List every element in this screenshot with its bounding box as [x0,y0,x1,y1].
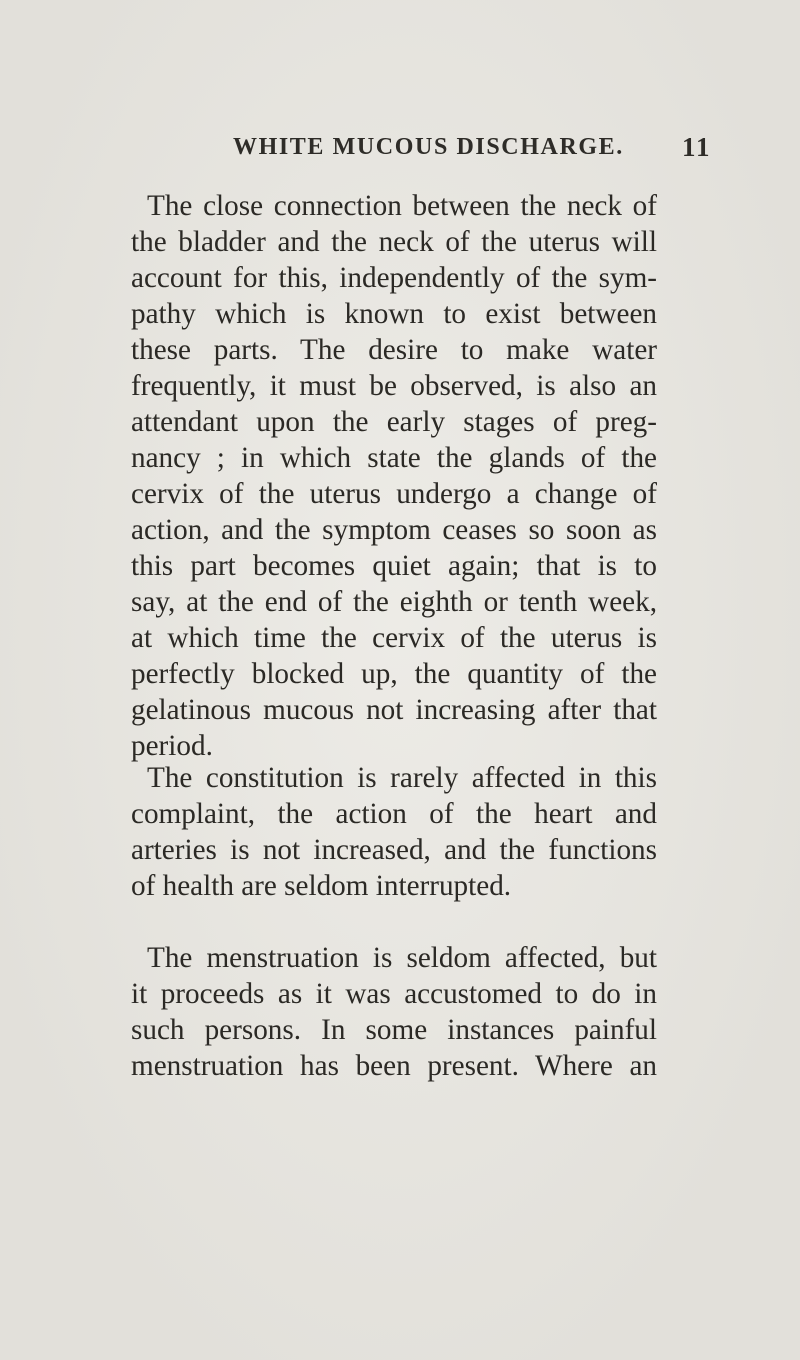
text-line: The close connection between the neck of [147,190,657,222]
text-line: menstruation has been present. Where an [131,1050,657,1082]
paragraph-2 [131,760,657,904]
paragraph-3 [131,940,657,1084]
running-title: WHITE MUCOUS DISCHARGE. [233,134,624,160]
text-line: account for this, independently of the sym- [131,262,657,294]
text-line: The constitution is rarely affected in this [147,762,657,794]
page-number: 11 [682,132,712,162]
text-line: nancy ; in which state the glands of the [131,442,657,474]
text-line: at which time the cervix of the uterus is [131,622,657,654]
text-line: the bladder and the neck of the uterus will [131,226,657,258]
text-line: these parts. The desire to make water [131,334,657,366]
text-line: arteries is not increased, and the functions [131,834,657,866]
text-line: pathy which is known to exist between [131,298,657,330]
text-line: complaint, the action of the heart and [131,798,657,830]
paragraph-1 [131,188,657,764]
text-line: this part becomes quiet again; that is to [131,550,657,582]
text-line: cervix of the uterus undergo a change of [131,478,657,510]
text-line: gelatinous mucous not increasing after that [131,694,657,726]
text-line: attendant upon the early stages of preg- [131,406,657,438]
text-line: perfectly blocked up, the quantity of the [131,658,657,690]
text-line: of health are seldom interrupted. [131,870,512,902]
text-line: The menstruation is seldom affected, but [147,942,657,974]
text-line: action, and the symptom ceases so soon as [131,514,657,546]
text-line: frequently, it must be observed, is also an [131,370,657,402]
text-line: period. [131,730,213,762]
text-line: it proceeds as it was accustomed to do in [131,978,657,1010]
running-head [0,134,800,170]
text-line: such persons. In some instances painful [131,1014,657,1046]
text-line: say, at the end of the eighth or tenth week, [131,586,657,618]
